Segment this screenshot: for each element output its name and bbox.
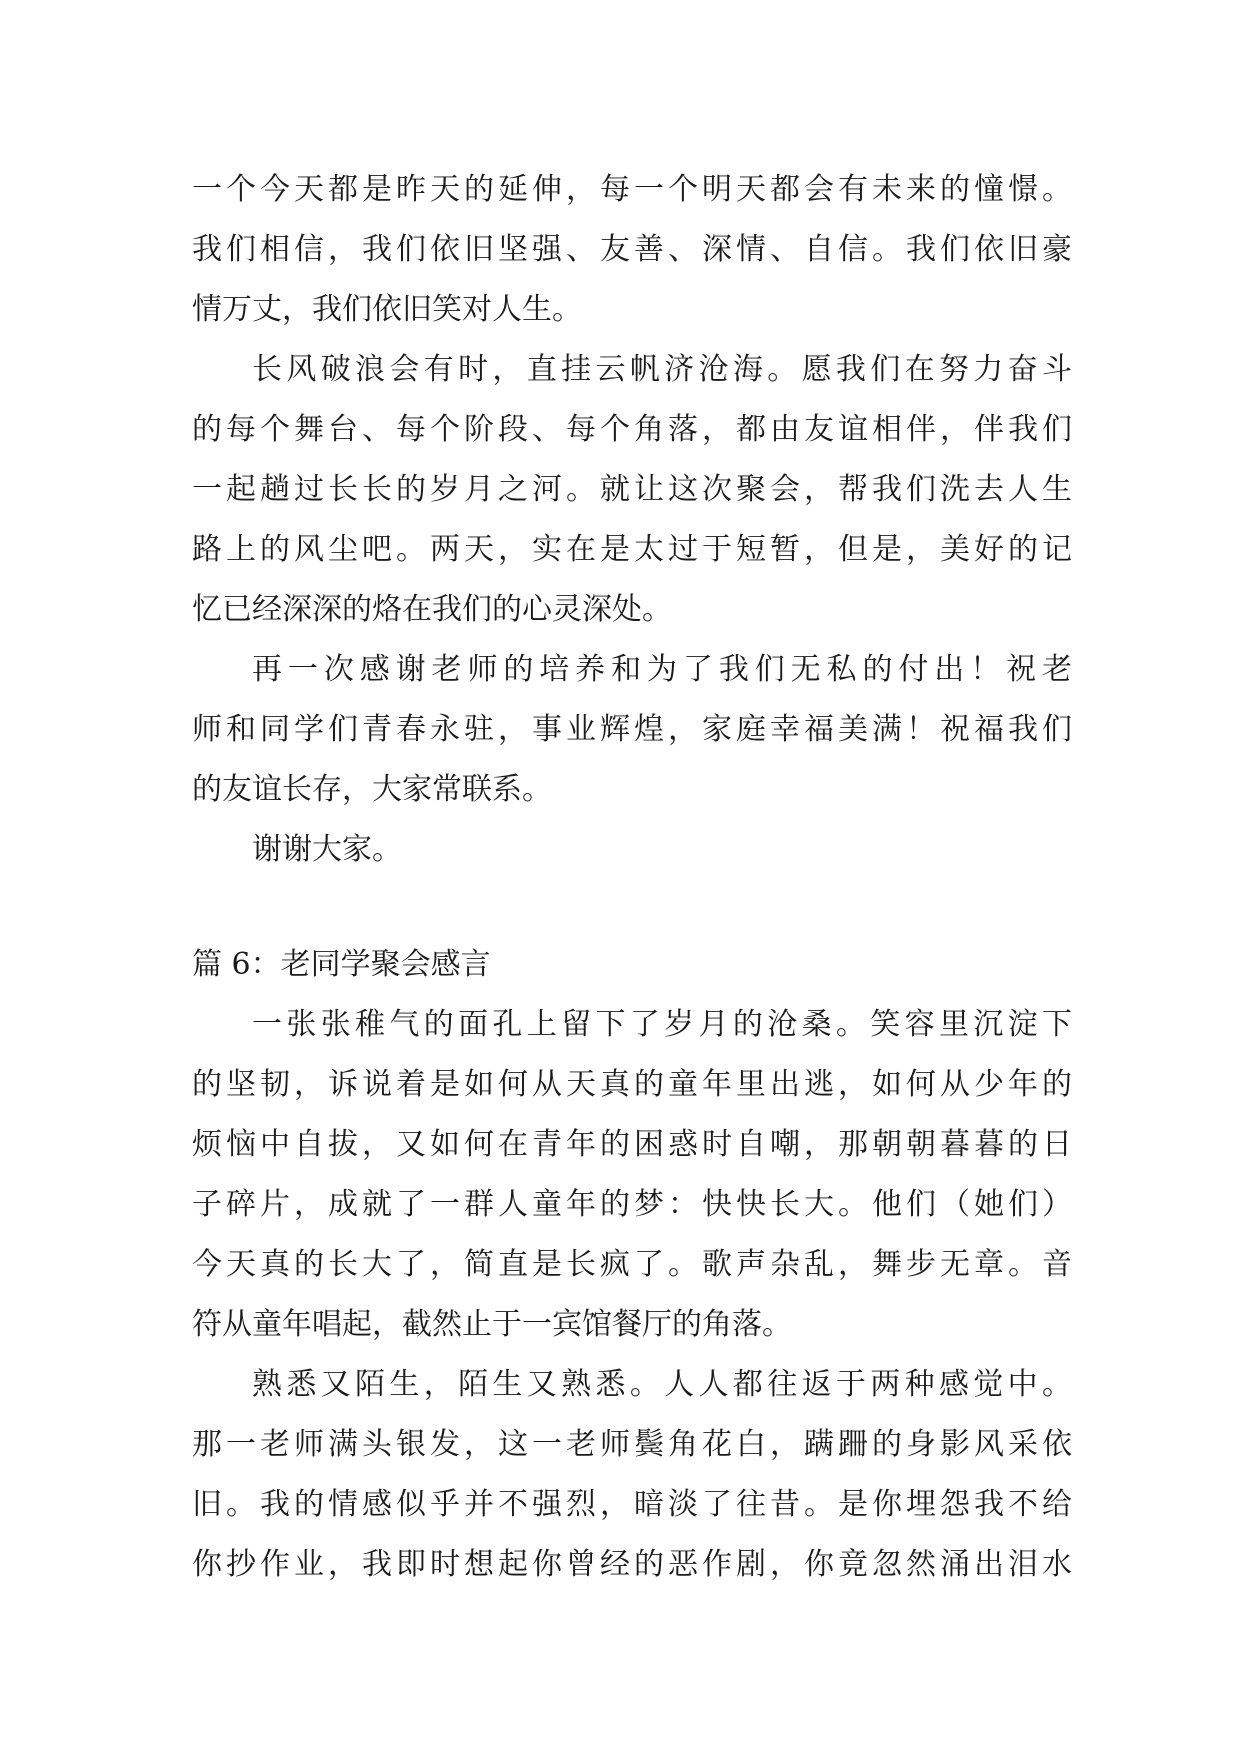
text-line: 熟悉又陌生，陌生又熟悉。人人都往返于两种感觉中。 (252, 1367, 1072, 1402)
text-line: 今天真的长大了，简直是长疯了。歌声杂乱，舞步无章。音 (192, 1247, 1072, 1282)
text-line: 烦恼中自拔，又如何在青年的困惑时自嘲，那朝朝暮暮的日 (192, 1127, 1072, 1162)
text-line: 那一老师满头银发，这一老师鬓角花白，蹒跚的身影风采依 (192, 1427, 1072, 1462)
text-line: 子碎片，成就了一群人童年的梦：快快长大。他们（她们） (192, 1187, 1072, 1222)
text-line: 忆已经深深的烙在我们的心灵深处。 (192, 592, 672, 627)
section-heading: 篇 6：老同学聚会感言 (192, 947, 491, 982)
text-line: 情万丈，我们依旧笑对人生。 (192, 292, 582, 327)
text-line: 一个今天都是昨天的延伸，每一个明天都会有未来的憧憬。 (192, 172, 1072, 207)
text-line: 师和同学们青春永驻，事业辉煌，家庭幸福美满！祝福我们 (192, 712, 1072, 747)
text-line: 我们相信，我们依旧坚强、友善、深情、自信。我们依旧豪 (192, 232, 1072, 267)
text-line: 符从童年唱起，截然止于一宾馆餐厅的角落。 (192, 1307, 792, 1342)
text-line: 的坚韧，诉说着是如何从天真的童年里出逃，如何从少年的 (192, 1067, 1072, 1102)
text-line: 的每个舞台、每个阶段、每个角落，都由友谊相伴，伴我们 (192, 412, 1072, 447)
text-line: 一张张稚气的面孔上留下了岁月的沧桑。笑容里沉淀下 (252, 1007, 1072, 1042)
text-line: 你抄作业，我即时想起你曾经的恶作剧，你竟忽然涌出泪水 (192, 1547, 1072, 1582)
text-line: 长风破浪会有时，直挂云帆济沧海。愿我们在努力奋斗 (252, 352, 1072, 387)
text-line: 旧。我的情感似乎并不强烈，暗淡了往昔。是你埋怨我不给 (192, 1487, 1072, 1522)
text-line: 的友谊长存，大家常联系。 (192, 772, 552, 807)
text-line: 一起趟过长长的岁月之河。就让这次聚会，帮我们洗去人生 (192, 472, 1072, 507)
text-line: 谢谢大家。 (252, 832, 402, 867)
text-line: 路上的风尘吧。两天，实在是太过于短暂，但是，美好的记 (192, 532, 1072, 567)
text-line: 再一次感谢老师的培养和为了我们无私的付出！祝老 (252, 652, 1072, 687)
